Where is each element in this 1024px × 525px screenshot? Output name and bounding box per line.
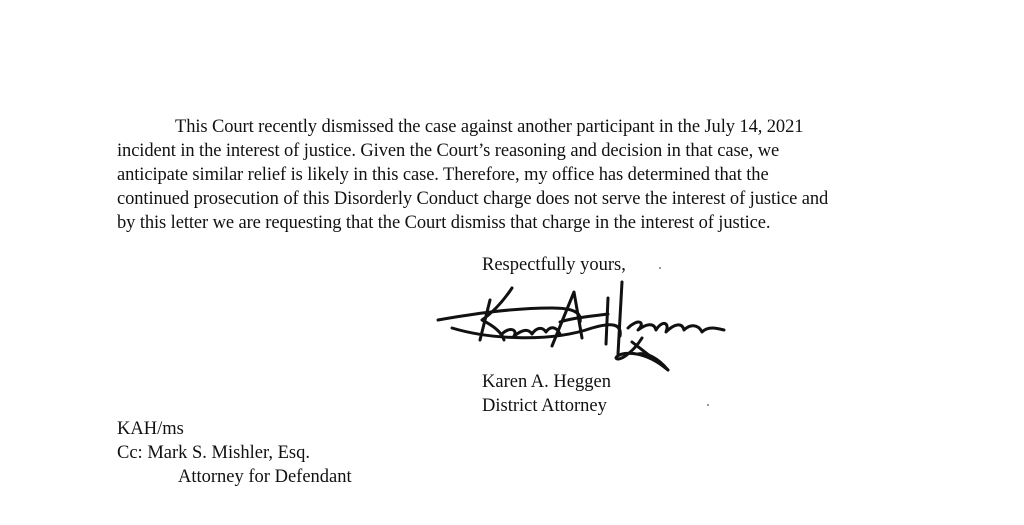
paragraph-line: anticipate similar relief is likely in this case. Therefore, my office has determined that the [117, 165, 769, 185]
paragraph-line: This Court recently dismissed the case against another participant in the July 14, 2021 [175, 117, 804, 137]
signer-title: District Attorney [482, 396, 607, 416]
scan-speck [659, 267, 661, 269]
typist-initials: KAH/ms [117, 419, 184, 439]
paragraph-line: continued prosecution of this Disorderly Conduct charge does not serve the interest of justice and [117, 189, 829, 209]
closing-salutation: Respectfully yours, [482, 255, 626, 275]
paragraph-line: incident in the interest of justice. Given the Court’s reasoning and decision in that case, we [117, 141, 780, 161]
cc-role: Attorney for Defendant [178, 467, 352, 487]
reference-block [117, 417, 352, 489]
paragraph-line: by this letter we are requesting that the Court dismiss that charge in the interest of justice. [117, 213, 771, 233]
letter-body-paragraph [117, 115, 917, 235]
handwritten-signature [432, 278, 732, 378]
signer-block [482, 370, 611, 418]
cc-line: Cc: Mark S. Mishler, Esq. [117, 443, 310, 463]
scan-speck [707, 404, 709, 406]
signer-name: Karen A. Heggen [482, 372, 611, 392]
